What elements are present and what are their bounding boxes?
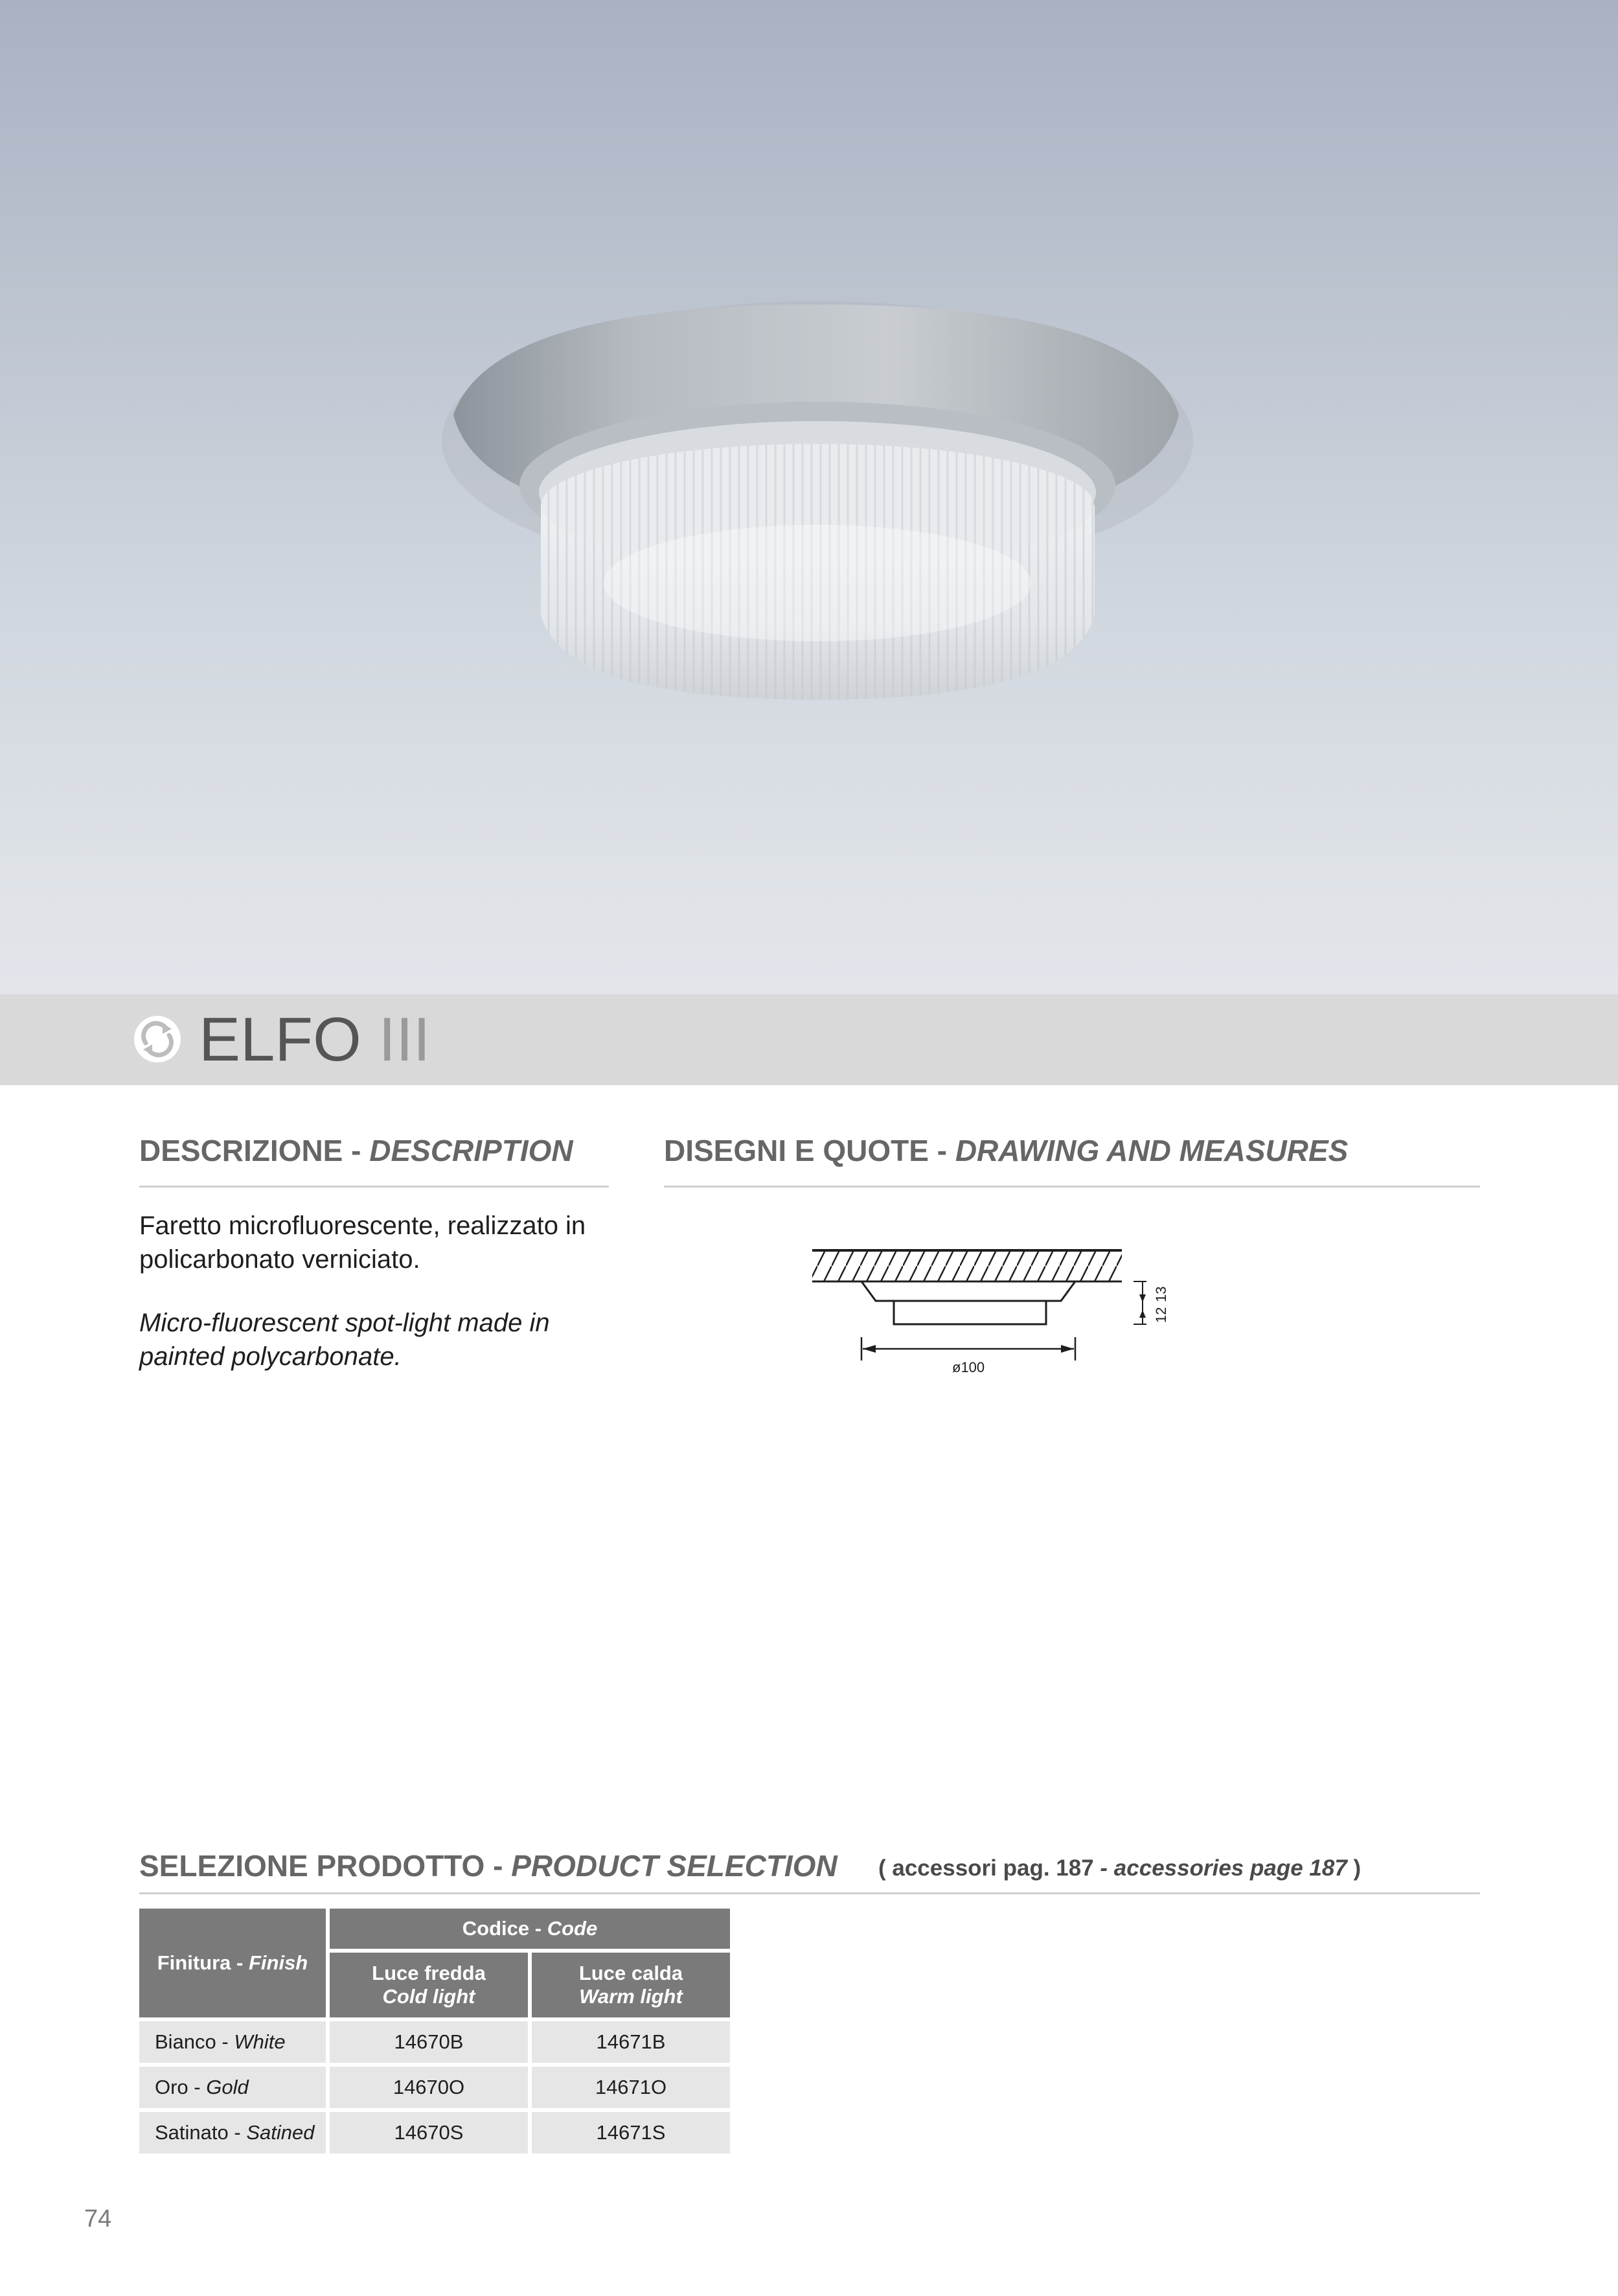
code-header — [330, 1909, 730, 1949]
selection-divider — [139, 1892, 1480, 1894]
accessories-note-it: ( accessori pag. 187 — [878, 1855, 1100, 1881]
product-title — [199, 1001, 430, 1079]
drawing-heading-it: DISEGNI E QUOTE - — [664, 1134, 955, 1167]
warm-code-cell: 14671O — [532, 2067, 730, 2108]
cold-code-cell: 14670S — [330, 2112, 528, 2153]
diameter-label: ø100 — [952, 1359, 985, 1375]
code-header-it: Codice - — [462, 1917, 547, 1940]
warm-light-header-en: Warm light — [579, 1985, 683, 2008]
selection-heading — [139, 1846, 837, 1885]
finish-cell-en: Satined — [246, 2121, 315, 2144]
ceiling-light-illustration — [0, 0, 1618, 994]
trim-outline — [861, 1281, 1075, 1301]
description-heading-it: DESCRIZIONE - — [139, 1134, 370, 1167]
finish-header-en: Finish — [248, 1951, 308, 1974]
finish-header-it: Finitura - — [157, 1951, 249, 1974]
finish-cell-it: Bianco - — [155, 2030, 234, 2053]
selection-heading-en: PRODUCT SELECTION — [511, 1849, 837, 1883]
table-row — [139, 2112, 730, 2153]
finish-cell-en: White — [234, 2030, 286, 2053]
finish-cell-it: Satinato - — [155, 2121, 247, 2144]
finish-cell — [139, 2021, 326, 2063]
height-arrow-1 — [1139, 1294, 1146, 1302]
description-heading — [139, 1131, 573, 1170]
product-photo — [0, 0, 1618, 994]
description-divider — [139, 1186, 609, 1188]
description-text-it: Faretto microfluorescente, realizzato in policarbonato verniciato. — [139, 1211, 586, 1274]
cold-light-header-it: Luce fredda — [372, 1962, 486, 1984]
warm-light-header — [532, 1953, 730, 2017]
product-suffix: III — [378, 1005, 431, 1074]
accessories-note — [878, 1854, 1361, 1883]
dim-arrow-left — [863, 1345, 876, 1353]
warm-code-cell: 14671S — [532, 2112, 730, 2153]
brand-cycle-icon — [133, 1015, 182, 1064]
accessories-note-close: ) — [1347, 1855, 1362, 1881]
selection-heading-it: SELEZIONE PRODOTTO - — [139, 1849, 512, 1883]
height-label-1: 12 — [1153, 1307, 1169, 1323]
accessories-note-en: - accessories page 187 — [1100, 1855, 1347, 1881]
drawing-divider — [664, 1186, 1480, 1188]
warm-light-header-it: Luce calda — [578, 1962, 683, 1984]
finish-cell — [139, 2112, 326, 2153]
finish-cell — [139, 2067, 326, 2108]
height-arrow-2 — [1139, 1310, 1146, 1318]
height-label-2: 13 — [1153, 1286, 1169, 1302]
drawing-heading-en: DRAWING AND MEASURES — [955, 1134, 1349, 1167]
finish-header — [139, 1909, 326, 2017]
lens-outline — [894, 1301, 1046, 1324]
cold-light-header-en: Cold light — [382, 1985, 475, 2008]
technical-drawing — [803, 1237, 1179, 1386]
finish-cell-en: Gold — [206, 2076, 249, 2098]
cold-light-header — [330, 1953, 528, 2017]
cold-code-cell: 14670O — [330, 2067, 528, 2108]
table-row — [139, 2067, 730, 2108]
product-selection-table — [135, 1905, 734, 2157]
table-row — [139, 2021, 730, 2063]
dim-arrow-right — [1061, 1345, 1074, 1353]
ceiling-hatch — [812, 1250, 1122, 1281]
finish-cell-it: Oro - — [155, 2076, 207, 2098]
drawing-heading — [664, 1131, 1348, 1170]
description-text-en: Micro-fluorescent spot-light made in painted polycarbonate. — [139, 1309, 550, 1371]
warm-code-cell: 14671B — [532, 2021, 730, 2063]
description-heading-en: DESCRIPTION — [369, 1134, 573, 1167]
cold-code-cell: 14670B — [330, 2021, 528, 2063]
page-number: 74 — [84, 2205, 112, 2233]
code-header-en: Code — [547, 1917, 598, 1940]
product-name: ELFO — [199, 1005, 361, 1074]
